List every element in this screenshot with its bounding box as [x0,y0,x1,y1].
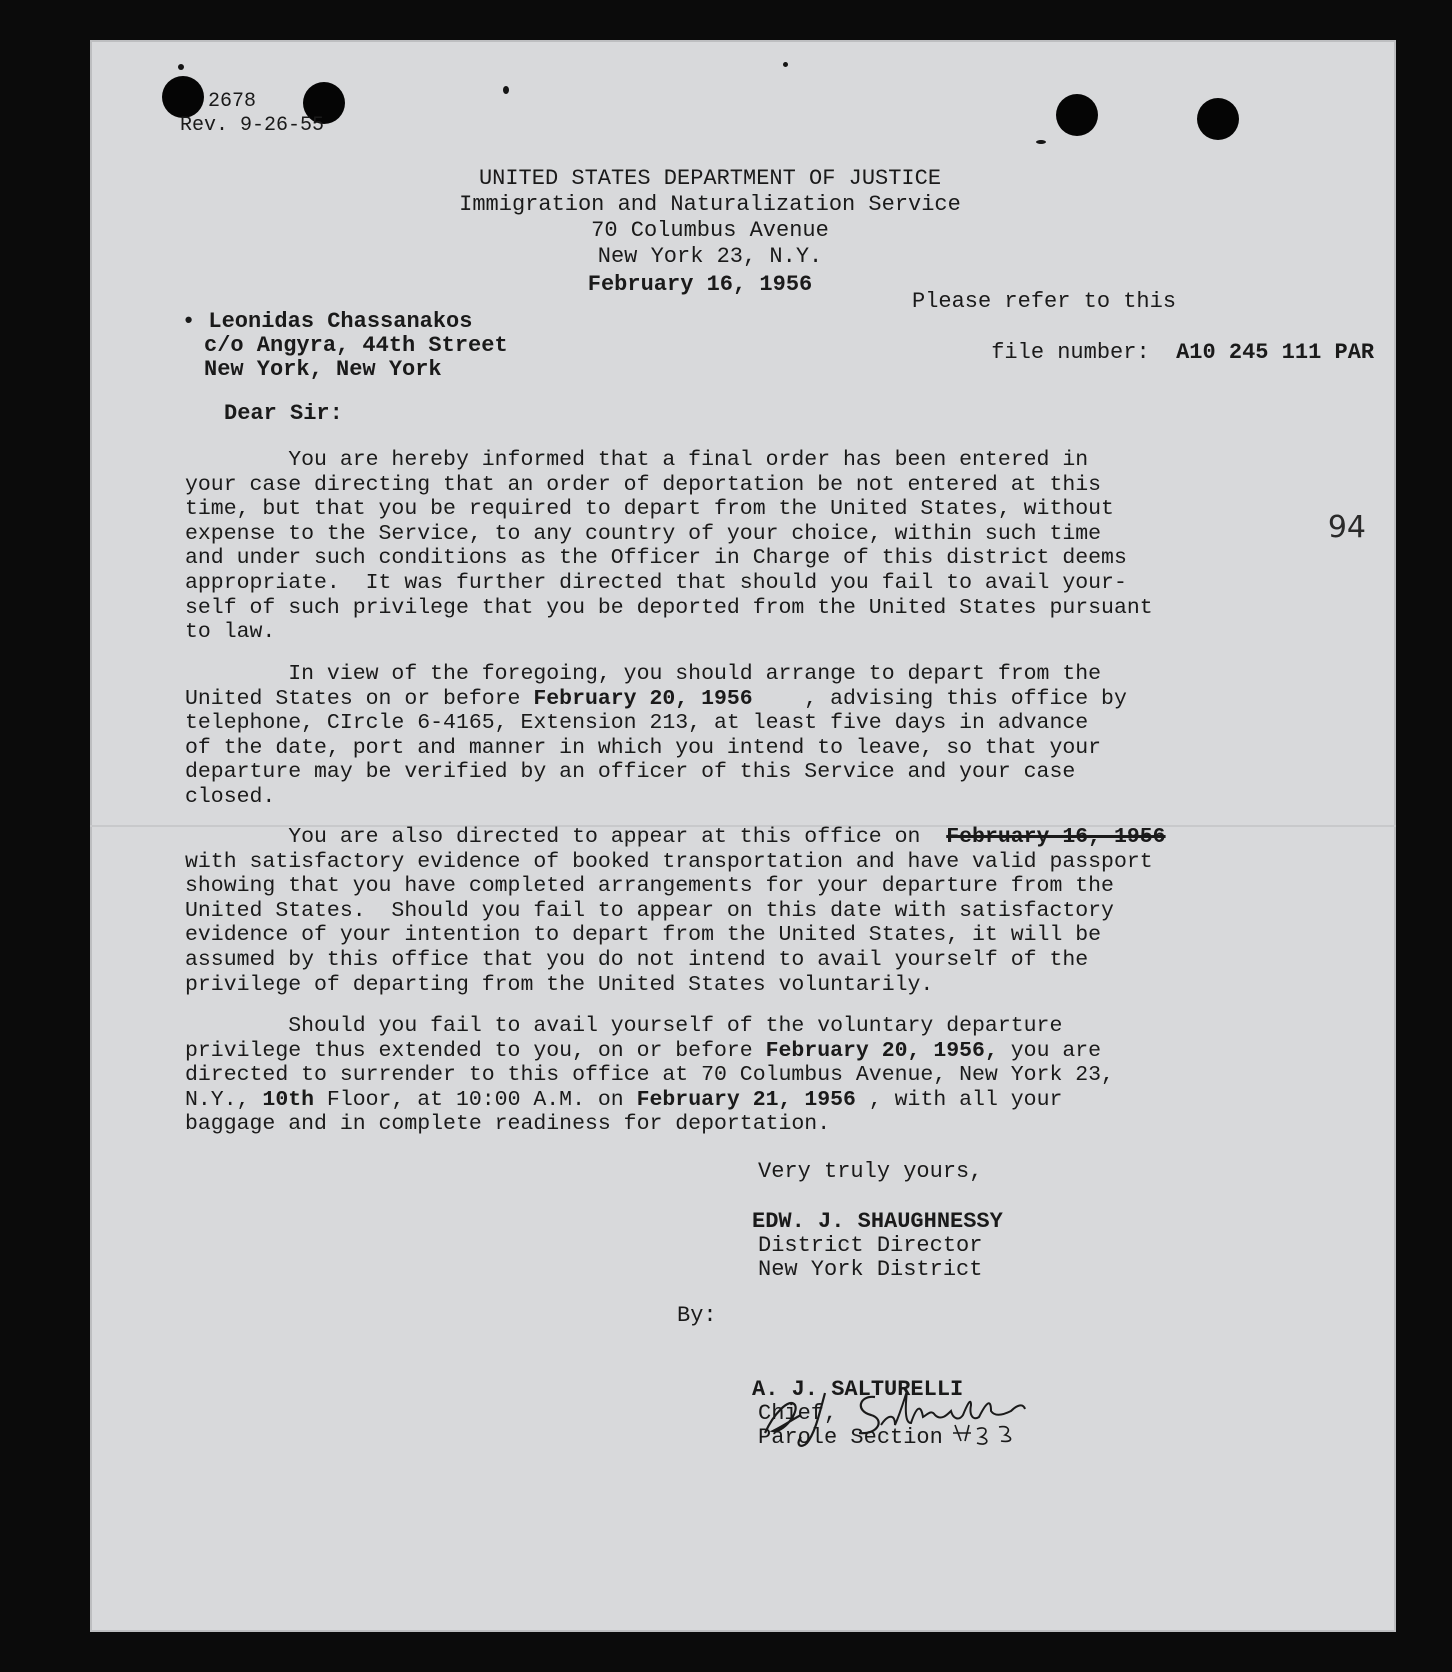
punch-hole [1197,98,1239,140]
text-run: you are [997,1038,1102,1063]
paragraph-line: baggage and in complete readiness for deportation. [185,1112,831,1137]
street-address: 70 Columbus Avenue [591,218,829,243]
paragraph-3 [185,825,1205,997]
recipient-address2: New York, New York [204,357,442,382]
margin-page-number: 94 [1327,510,1366,545]
city-address: New York 23, N.Y. [597,244,823,269]
paragraph-line: self of such privilege that you be deported from the United States pursuant [185,595,1153,620]
paragraph-line: privilege of departing from the United States voluntarily. [185,972,934,997]
voluntary-departure-date: February 20, 1956, [765,1038,998,1063]
paragraph-line: time, but that you be required to depart from the United States, without [185,497,1114,522]
service-name: Immigration and Naturalization Service [459,192,961,217]
paragraph-2 [185,662,1205,810]
text-run: You are also directed to appear at this office on [185,825,947,849]
text-run: Floor, at 10:00 A.M. on [314,1087,637,1112]
paragraph-line [185,825,1205,850]
paragraph-line: expense to the Service, to any country of your choice, within such time [185,521,1102,546]
paragraph-line: assumed by this office that you do not intend to avail yourself of the [185,947,1089,972]
departure-date: February 20, 1956 [533,686,753,711]
salutation: Dear Sir: [224,401,343,426]
paragraph-line: In view of the foregoing, you should arrange to depart from the [185,662,1102,686]
paragraph-line: telephone, CIrcle 6-4165, Extension 213, at least five days in advance [185,711,1089,736]
text-run: N.Y., [185,1087,263,1112]
surrender-date: February 21, 1956 [636,1087,856,1112]
ink-speck [178,64,184,70]
form-number: 2678 [208,90,257,113]
paragraph-line: to law. [185,620,276,645]
signer-section: Parole Section [758,1425,943,1450]
punch-hole [162,76,204,118]
signer-name: A. J. SALTURELLI [752,1377,964,1402]
paragraph-line: your case directing that an order of deportation be not entered at this [185,472,1102,497]
paragraph-line: and under such conditions as the Officer in Charge of this district deems [185,546,1127,571]
ink-speck [783,62,788,67]
recipient-block: • Leonidas Chassanakos c/o Angyra, 44th Street New York, New York [182,309,508,382]
file-ref-label: file number: [991,340,1150,365]
paragraph-line: evidence of your intention to depart from the United States, it will be [185,923,1102,948]
by-label: By: [677,1303,717,1328]
agency-name: UNITED STATES DEPARTMENT OF JUSTICE [478,166,942,191]
paragraph-line: directed to surrender to this office at 70 Columbus Avenue, New York 23, [185,1063,1114,1088]
paragraph-line: United States. Should you fail to appear on this date with satisfactory [185,898,1114,923]
punch-hole [1056,94,1098,136]
file-number: A10 245 111 PAR [1176,340,1375,365]
director-name: EDW. J. SHAUGHNESSY [752,1209,1003,1234]
letter-page [90,40,1396,1632]
paragraph-line: Should you fail to avail yourself of the voluntary departure [185,1014,1063,1038]
text-run: , advising this office by [752,686,1127,711]
form-revision: Rev. 9-26-55 [180,114,325,137]
file-reference [912,290,1374,392]
recipient-name: Leonidas Chassanakos [208,309,473,334]
district-name: New York District [758,1257,983,1282]
text-run: United States on or before [185,686,534,711]
paragraph-1 [185,448,1205,645]
paragraph-4 [185,1014,1205,1137]
ink-speck [503,86,509,94]
complimentary-close: Very truly yours, [758,1159,983,1184]
paragraph-line: departure may be verified by an officer of this Service and your case [185,760,1076,785]
text-run: , with all your [855,1087,1063,1112]
paragraph-line [185,687,1205,712]
struck-appearance-date: February 16, 1956 [946,825,1166,849]
letter-date: February 16, 1956 [587,272,813,297]
paragraph-line [185,1039,1205,1064]
ink-speck [1036,140,1046,144]
letterhead [430,166,990,300]
director-title: District Director [758,1233,983,1258]
paragraph-line: with satisfactory evidence of booked transportation and have valid passport [185,849,1153,874]
file-ref-line1: Please refer to this [912,289,1177,314]
recipient-address1: c/o Angyra, 44th Street [204,333,508,358]
paragraph-line: closed. [185,784,276,809]
paragraph-line: of the date, port and manner in which you intend to leave, so that your [185,735,1102,760]
paragraph-line [185,1088,1205,1113]
paragraph-line: showing that you have completed arrangements for your departure from the [185,874,1114,899]
signer-title: Chief, [758,1401,838,1426]
paragraph-line: You are hereby informed that a final order has been entered in [185,448,1089,472]
floor-number: 10th [262,1087,315,1112]
text-run: privilege thus extended to you, on or before [185,1038,766,1063]
paragraph-line: appropriate. It was further directed that should you fail to avail your- [185,570,1127,595]
